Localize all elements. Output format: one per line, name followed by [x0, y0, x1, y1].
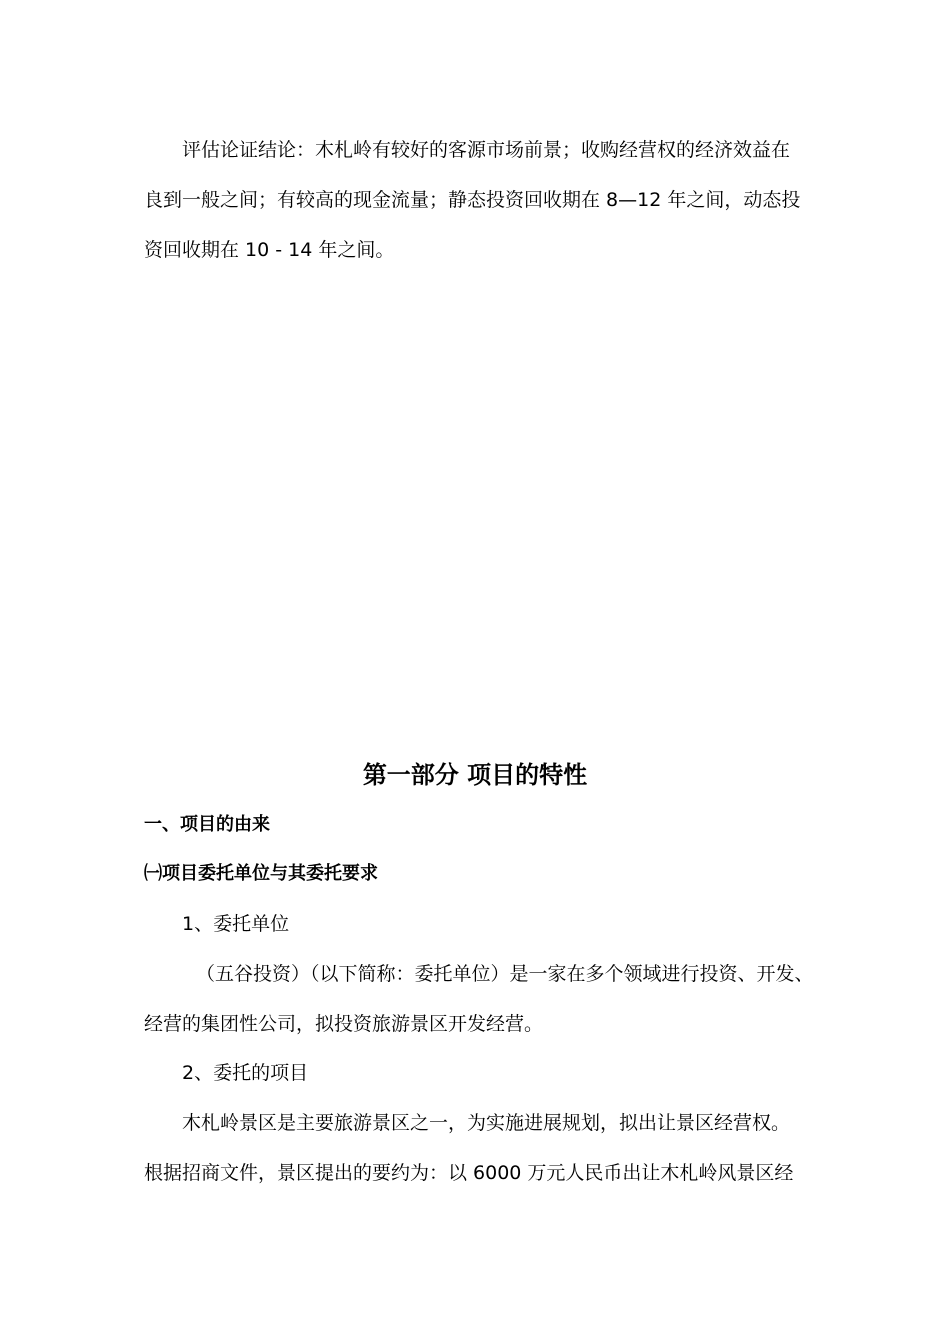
conclusion-line-1: 评估论证结论：木札岭有较好的客源市场前景；收购经营权的经济效益在 — [182, 139, 791, 161]
item-2-title: 2、委托的项目 — [182, 1062, 309, 1084]
item-2-body-line-2: 根据招商文件，景区提出的要约为：以 6000 万元人民币出让木札岭风景区经 — [144, 1162, 794, 1184]
item-1-title: 1、委托单位 — [182, 913, 290, 935]
item-1-body-line-2: 经营的集团性公司，拟投资旅游景区开发经营。 — [144, 1013, 544, 1035]
item-2-body-line-1: 木札岭景区是主要旅游景区之一，为实施进展规划，拟出让景区经营权。 — [182, 1112, 791, 1134]
conclusion-line-3: 资回收期在 10 - 14 年之间。 — [144, 239, 395, 261]
item-1-body-line-1: （五谷投资）（以下简称：委托单位）是一家在多个领域进行投资、开发、 — [196, 963, 814, 985]
conclusion-line-2: 良到一般之间；有较高的现金流量；静态投资回收期在 8—12 年之间，动态投 — [144, 189, 801, 211]
subsection-heading-client: ㈠项目委托单位与其委托要求 — [144, 863, 378, 884]
section-heading-origin: 一、项目的由来 — [144, 814, 270, 835]
part-title: 第一部分 项目的特性 — [362, 761, 588, 789]
